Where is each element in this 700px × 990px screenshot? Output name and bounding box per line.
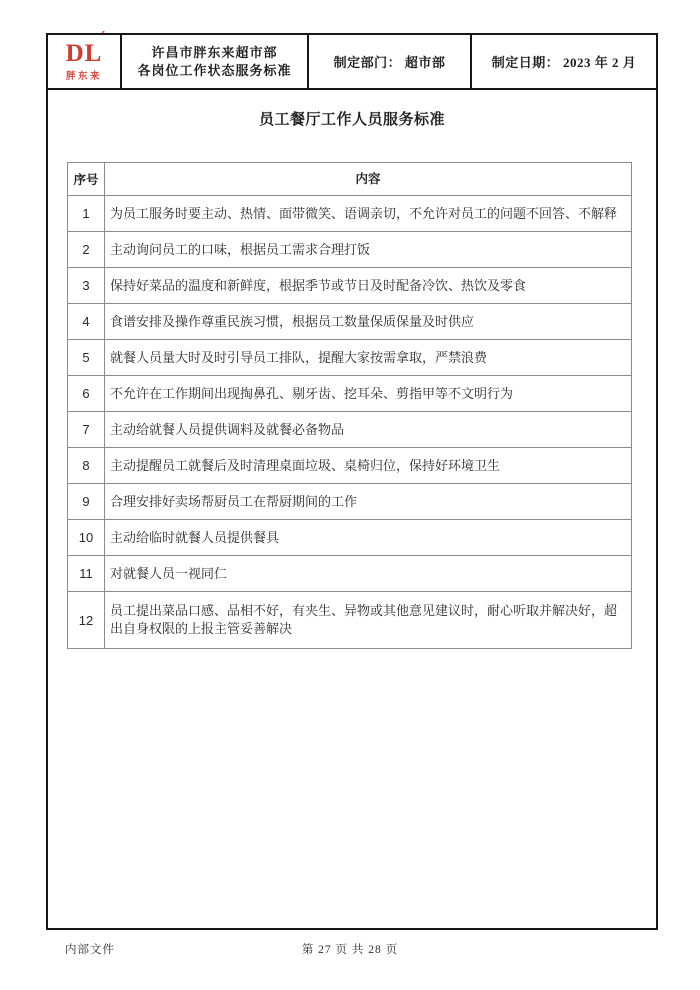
column-header-no: 序号 — [68, 163, 105, 196]
row-content: 对就餐人员一视同仁 — [105, 556, 632, 592]
table-row — [68, 232, 632, 268]
row-number: 3 — [68, 268, 105, 304]
row-number: 11 — [68, 556, 105, 592]
row-content: 食谱安排及操作尊重民族习惯，根据员工数量保质保量及时供应 — [105, 304, 632, 340]
table-row — [68, 556, 632, 592]
pangdonglai-logo — [65, 27, 107, 82]
row-number: 5 — [68, 340, 105, 376]
row-content: 保持好菜品的温度和新鲜度，根据季节或节日及时配备冷饮、热饮及零食 — [105, 268, 632, 304]
logo-text: DL — [65, 39, 103, 67]
row-content: 主动给就餐人员提供调料及就餐必备物品 — [105, 412, 632, 448]
column-header-content: 内容 — [105, 163, 632, 196]
standards-table — [67, 162, 632, 649]
table-row — [68, 412, 632, 448]
date-label: 制定日期： 2023 年 2 月 — [491, 55, 637, 70]
row-content: 主动给临时就餐人员提供餐具 — [105, 520, 632, 556]
footer-doc-type: 内部文件 — [65, 944, 115, 956]
logo-cell — [48, 27, 122, 88]
dept-label: 制定部门： 超市部 — [333, 55, 446, 70]
row-content: 合理安排好卖场帮厨员工在帮厨期间的工作 — [105, 484, 632, 520]
logo-accent-mark: ˊ — [97, 27, 107, 48]
row-number: 7 — [68, 412, 105, 448]
row-content: 员工提出菜品口感、品相不好，有夹生、异物或其他意见建议时，耐心听取并解决好，超出自身权限的上报主管妥善解决 — [105, 592, 632, 649]
page-title: 员工餐厅工作人员服务标准 — [258, 111, 445, 128]
footer-page-number: 第 27 页 共 28 页 — [301, 944, 399, 956]
row-number: 4 — [68, 304, 105, 340]
row-number: 10 — [68, 520, 105, 556]
row-content: 就餐人员量大时及时引导员工排队，提醒大家按需拿取，严禁浪费 — [105, 340, 632, 376]
row-number: 2 — [68, 232, 105, 268]
table-row — [68, 592, 632, 649]
table-header-row — [68, 163, 632, 196]
row-number: 8 — [68, 448, 105, 484]
org-title-cell — [122, 35, 309, 88]
table-row — [68, 484, 632, 520]
date-cell — [472, 35, 656, 88]
table-row — [68, 448, 632, 484]
org-line1: 许昌市胖东来超市部 — [151, 45, 278, 60]
row-number: 1 — [68, 196, 105, 232]
row-number: 6 — [68, 376, 105, 412]
row-content: 为员工服务时要主动、热情、面带微笑、语调亲切，不允许对员工的问题不回答、不解释 — [105, 196, 632, 232]
row-number: 9 — [68, 484, 105, 520]
table-row — [68, 376, 632, 412]
table-row — [68, 520, 632, 556]
row-content: 主动提醒员工就餐后及时清理桌面垃圾、桌椅归位，保持好环境卫生 — [105, 448, 632, 484]
row-content: 主动询问员工的口味，根据员工需求合理打饭 — [105, 232, 632, 268]
dept-cell — [309, 35, 472, 88]
row-content: 不允许在工作期间出现掏鼻孔、剔牙齿、挖耳朵、剪指甲等不文明行为 — [105, 376, 632, 412]
org-line2: 各岗位工作状态服务标准 — [137, 62, 292, 78]
table-row — [68, 340, 632, 376]
row-number: 12 — [68, 592, 105, 649]
table-row — [68, 304, 632, 340]
document-border — [46, 27, 658, 930]
table-row — [68, 268, 632, 304]
document-header — [48, 27, 656, 90]
logo-subtext: 胖东来 — [65, 70, 102, 82]
table-row — [68, 196, 632, 232]
